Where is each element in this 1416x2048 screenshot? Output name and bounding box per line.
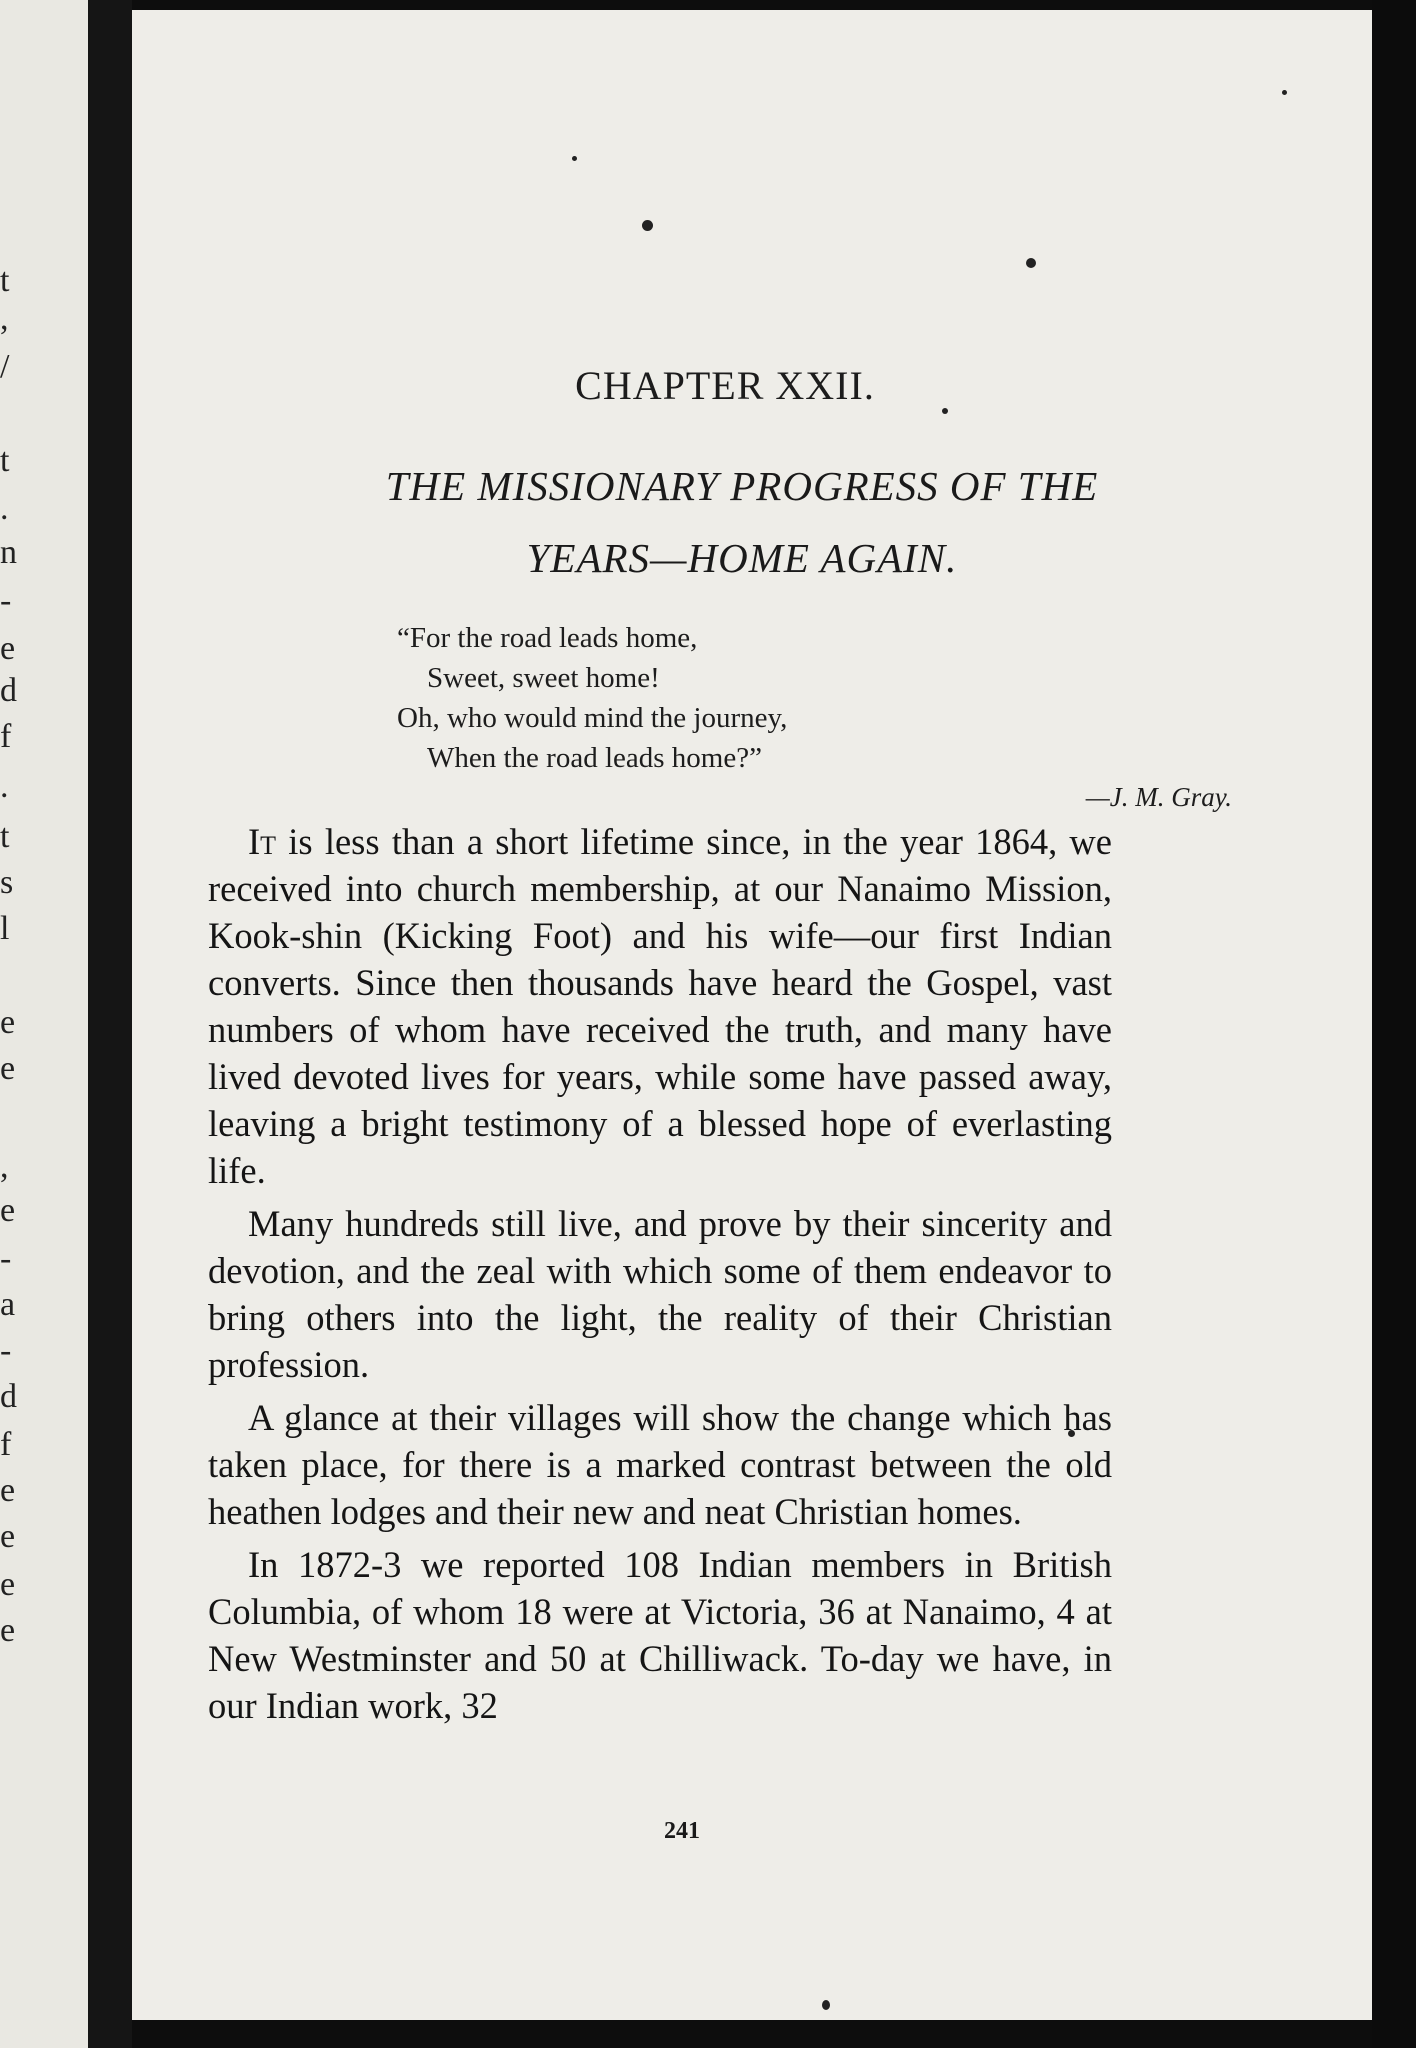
margin-fragment: s: [0, 864, 14, 901]
paragraph: A glance at their villages will show the change which has taken place, for there is a marked contrast between the old heathen lodges and their new and neat Christian homes.: [208, 1397, 1112, 1532]
page-number: 241: [664, 1818, 700, 1844]
book-gutter: [88, 0, 132, 2048]
body-text: [208, 818, 1112, 1735]
margin-fragment: e: [0, 1566, 16, 1603]
epigraph-line: Sweet, sweet home!: [427, 662, 660, 694]
margin-fragment: e: [0, 1518, 16, 1555]
margin-fragment: .: [0, 768, 9, 805]
margin-fragment: e: [0, 1004, 16, 1041]
epigraph-line: When the road leads home?”: [427, 742, 762, 774]
margin-fragment: -: [0, 1240, 12, 1277]
epigraph-line: “For the road leads home,: [397, 622, 698, 654]
margin-fragment: l: [0, 910, 10, 947]
margin-fragment: t: [0, 818, 10, 855]
margin-fragment: e: [0, 1192, 16, 1229]
paragraph: Many hundreds still live, and prove by their sincerity and devotion, and the zeal with which some of them endeavor to bring others into the light, the reality of their Christian profession.: [208, 1203, 1112, 1385]
chapter-title-line: YEARS—HOME AGAIN.: [526, 535, 958, 581]
epigraph-attribution: —J. M. Gray.: [1085, 782, 1232, 812]
page-content: [132, 10, 1372, 2020]
chapter-title-line: THE MISSIONARY PROGRESS OF THE: [385, 463, 1099, 509]
chapter-title: [242, 450, 1242, 594]
margin-fragment: .: [0, 490, 9, 527]
margin-fragment: d: [0, 672, 17, 709]
margin-fragment: -: [0, 1332, 12, 1369]
margin-fragment: a: [0, 1286, 16, 1323]
epigraph: [397, 618, 1017, 778]
margin-fragment: ,: [0, 1148, 9, 1185]
scan-border: [1372, 0, 1416, 2048]
margin-fragment: e: [0, 1050, 16, 1087]
margin-fragment: -: [0, 582, 12, 619]
margin-fragment: t: [0, 442, 10, 479]
margin-fragment: e: [0, 1472, 16, 1509]
margin-fragment: f: [0, 718, 12, 755]
facing-page-strip: [0, 0, 88, 2048]
paragraph: In 1872-3 we reported 108 Indian members in British Columbia, of whom 18 were at Victoria, 36 at Nanaimo, 4 at New Westminster and 50 at Chilliwack. To-day we have, in our Indian work, 32: [208, 1544, 1112, 1726]
paragraph-text: is less than a short lifetime since, in the year 1864, we received into church membership, at our Nanaimo Mission, Kook-shin (Kicking Foot) and his wife—our first Indian converts. Since then thousands have heard the Gospel, vast numbers of whom have received the truth, and many have lived devoted lives for years, while some have passed away, leaving a bright testimony of a blessed hope of everlasting life.: [208, 821, 1112, 1191]
margin-fragment: t: [0, 262, 10, 299]
margin-fragment: /: [0, 348, 10, 385]
paragraph-lead: It: [248, 821, 277, 862]
margin-fragment: ,: [0, 300, 9, 337]
margin-fragment: e: [0, 1612, 16, 1649]
paragraph: [208, 818, 1112, 1194]
margin-fragment: f: [0, 1426, 12, 1463]
book-page: [132, 10, 1372, 2020]
epigraph-line: Oh, who would mind the journey,: [397, 702, 788, 734]
chapter-heading: CHAPTER XXII.: [575, 363, 875, 408]
margin-fragment: d: [0, 1378, 17, 1415]
margin-fragment: n: [0, 534, 17, 571]
margin-fragment: e: [0, 630, 16, 667]
